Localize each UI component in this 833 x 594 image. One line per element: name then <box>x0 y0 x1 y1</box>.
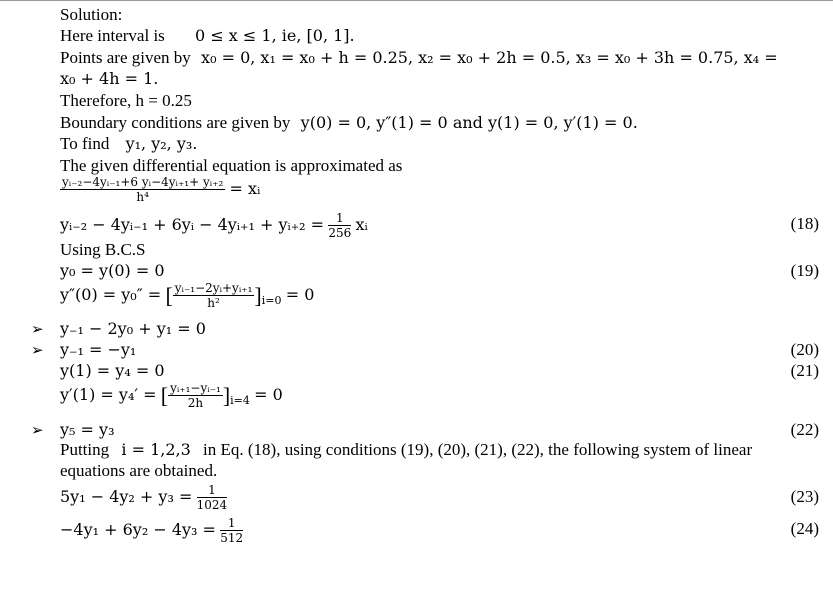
second-derivative-bc <box>60 282 314 311</box>
points-continued: x₀ + 4h = 1. <box>60 69 159 88</box>
eq18-numerator: 1 <box>328 212 351 226</box>
ypp0-subscript: i=0 <box>261 293 282 307</box>
eq24-numerator: 1 <box>220 517 243 531</box>
putting-label: Putting <box>60 440 110 459</box>
tofind-math: y₁, y₂, y₃. <box>125 134 198 153</box>
equation-21: y(1) = y₄ = 0 <box>60 361 165 380</box>
interval-line <box>60 26 355 46</box>
bullet-arrow-icon: ➢ <box>31 320 44 338</box>
yp1-rhs: = 0 <box>254 384 283 404</box>
difference-denominator: h⁴ <box>136 190 149 204</box>
eq24-number: (24) <box>790 519 819 538</box>
using-bcs: Using B.C.S <box>60 240 146 259</box>
yp1-fraction <box>168 382 223 410</box>
difference-fraction <box>60 176 225 204</box>
tofind-line <box>60 134 197 154</box>
ypp0-numerator: yᵢ₋₁−2yᵢ+yᵢ₊₁ <box>174 281 253 295</box>
equation-19: y₀ = y(0) = 0 <box>60 261 165 280</box>
putting-line <box>60 440 752 460</box>
yp1-denominator: 2h <box>187 396 204 410</box>
eq18-fraction <box>328 212 351 240</box>
therefore-line: Therefore, h = 0.25 <box>60 91 192 110</box>
points-math: x₀ = 0, x₁ = x₀ + h = 0.25, x₂ = x₀ + 2h = 0.5, x₃ = x₀ + 3h = 0.75, x₄ = <box>201 48 778 67</box>
bullet-equation-2: y₋₁ = −y₁ <box>60 340 137 359</box>
eq21-number: (21) <box>790 361 819 380</box>
difference-rhs: = xᵢ <box>229 178 261 198</box>
approx-line: The given differential equation is approximated as <box>60 156 403 175</box>
yp1-lhs: y′(1) = y₄′ = <box>60 384 157 404</box>
eq24-denominator: 512 <box>220 531 244 545</box>
interval-label: Here interval is <box>60 26 165 45</box>
boundary-label: Boundary conditions are given by <box>60 113 291 132</box>
solution-heading: Solution: <box>60 5 123 24</box>
tofind-label: To find <box>60 134 110 153</box>
eq18-denominator: 256 <box>328 226 352 240</box>
eq18-lhs: yᵢ₋₂ − 4yᵢ₋₁ + 6yᵢ − 4yᵢ₊₁ + yᵢ₊₂ = <box>60 214 325 234</box>
putting-math: i = 1,2,3 <box>121 440 191 459</box>
first-derivative-bc <box>60 382 283 411</box>
ypp0-denominator: h² <box>207 296 220 310</box>
points-line <box>60 48 778 68</box>
ypp0-bracket-open: [ <box>165 283 173 308</box>
bullet-arrow-icon: ➢ <box>31 421 44 439</box>
points-label: Points are given by <box>60 48 191 67</box>
putting-text: in Eq. (18), using conditions (19), (20), (21), (22), the following system of linear <box>203 440 753 459</box>
eq18-rhs: xᵢ <box>355 214 368 234</box>
eq23-lhs: 5y₁ − 4y₂ + y₃ = <box>60 486 193 506</box>
eq18-number: (18) <box>790 214 819 233</box>
difference-numerator: yᵢ₋₂−4yᵢ₋₁+6 yᵢ−4yᵢ₊₁+ yᵢ₊₂ <box>62 175 224 189</box>
equation-24 <box>60 517 243 545</box>
boundary-math: y(0) = 0, y″(1) = 0 and y(1) = 0, y′(1) = 0. <box>300 113 638 132</box>
eq23-numerator: 1 <box>197 484 228 498</box>
top-rule <box>0 0 833 1</box>
eq23-fraction <box>197 484 228 512</box>
ypp0-rhs: = 0 <box>285 284 315 304</box>
bullet-equation-3: y₅ = y₃ <box>60 420 115 439</box>
interval-math: 0 ≤ x ≤ 1, ie, [0, 1]. <box>195 26 355 45</box>
difference-equation <box>60 176 260 204</box>
eq19-number: (19) <box>790 261 819 280</box>
yp1-subscript: i=4 <box>230 393 250 407</box>
yp1-numerator: yᵢ₊₁−yᵢ₋₁ <box>170 381 221 395</box>
eq22-number: (22) <box>790 420 819 439</box>
equation-18 <box>60 212 368 240</box>
eq20-number: (20) <box>790 340 819 359</box>
eq24-lhs: −4y₁ + 6y₂ − 4y₃ = <box>60 519 216 539</box>
putting-continued: equations are obtained. <box>60 461 218 480</box>
eq23-number: (23) <box>790 487 819 506</box>
eq24-fraction <box>220 517 243 545</box>
bullet-equation-1: y₋₁ − 2y₀ + y₁ = 0 <box>60 319 206 338</box>
boundary-line <box>60 113 638 133</box>
ypp0-bracket-close: ] <box>254 283 262 308</box>
eq23-denominator: 1024 <box>196 498 228 512</box>
equation-23 <box>60 484 227 512</box>
yp1-bracket-open: [ <box>160 383 169 408</box>
bullet-arrow-icon: ➢ <box>31 341 44 359</box>
yp1-bracket-close: ] <box>222 383 231 408</box>
ypp0-fraction <box>173 282 255 310</box>
ypp0-lhs: y″(0) = y₀″ = <box>60 284 162 304</box>
